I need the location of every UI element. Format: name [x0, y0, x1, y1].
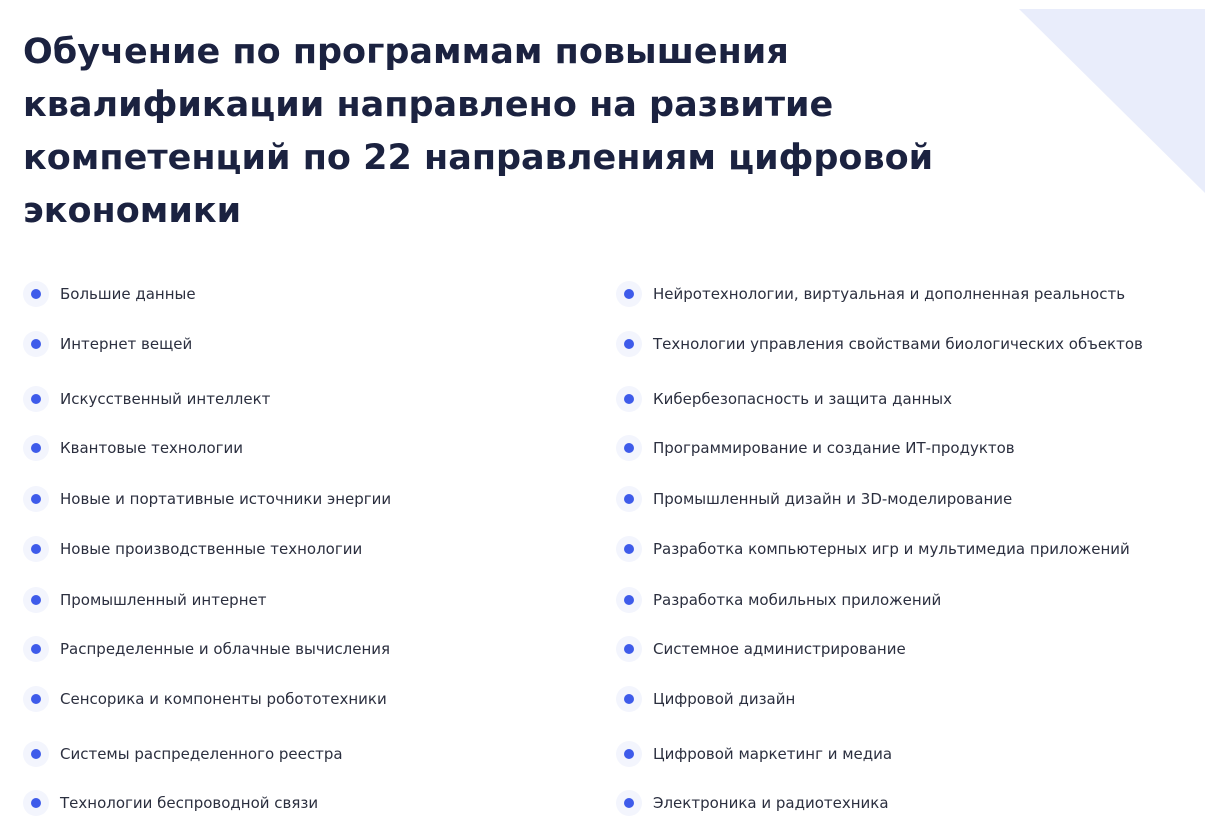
list-item-label: Разработка компьютерных игр и мультимедиа приложений [653, 540, 1130, 558]
list-item-label: Электроника и радиотехника [653, 794, 889, 812]
bullet-dot-icon [616, 587, 642, 613]
list-item-label: Искусственный интеллект [60, 390, 271, 408]
list-item-label: Кибербезопасность и защита данных [653, 390, 953, 408]
list-item-label: Разработка мобильных приложений [653, 591, 942, 609]
list-item-label: Системное администрирование [653, 640, 906, 658]
bullet-dot-icon [23, 331, 49, 357]
bullet-dot-icon [23, 486, 49, 512]
bullet-dot-icon [23, 281, 49, 307]
bullet-dot-icon [616, 486, 642, 512]
title-line-4: экономики [23, 191, 242, 231]
bullet-dot-icon [23, 386, 49, 412]
title-line-2: квалификации направлено на развитие [23, 85, 834, 125]
bullet-dot-icon [616, 386, 642, 412]
bullet-dot-icon [616, 741, 642, 767]
list-item-label: Распределенные и облачные вычисления [60, 640, 391, 658]
list-item-label: Новые и портативные источники энергии [60, 490, 392, 508]
page-title [23, 26, 983, 238]
list-item-label: Промышленный интернет [60, 591, 267, 609]
title-line-3: компетенций по 22 направлениям цифровой [23, 138, 934, 178]
bullet-dot-icon [23, 536, 49, 562]
list-item-label: Технологии управления свойствами биологических объектов [653, 335, 1143, 353]
list-item-label: Интернет вещей [60, 335, 193, 353]
list-item-label: Большие данные [60, 285, 196, 303]
bullet-dot-icon [23, 636, 49, 662]
bullet-dot-icon [616, 536, 642, 562]
bullet-dot-icon [23, 790, 49, 816]
bullet-dot-icon [23, 435, 49, 461]
list-item-label: Сенсорика и компоненты робототехники [60, 690, 387, 708]
bullet-dot-icon [23, 587, 49, 613]
bullet-dot-icon [616, 331, 642, 357]
bullet-dot-icon [616, 435, 642, 461]
bullet-dot-icon [616, 281, 642, 307]
bullet-dot-icon [23, 686, 49, 712]
title-line-1: Обучение по программам повышения [23, 32, 789, 72]
list-item-label: Системы распределенного реестра [60, 745, 343, 763]
list-item-label: Новые производственные технологии [60, 540, 363, 558]
decorative-corner-triangle [1019, 9, 1205, 193]
list-item-label: Нейротехнологии, виртуальная и дополненная реальность [653, 285, 1126, 303]
list-item-label: Технологии беспроводной связи [60, 794, 319, 812]
bullet-dot-icon [616, 686, 642, 712]
list-item-label: Цифровой маркетинг и медиа [653, 745, 893, 763]
list-item-label: Квантовые технологии [60, 439, 244, 457]
bullet-dot-icon [23, 741, 49, 767]
list-item-label: Программирование и создание ИТ-продуктов [653, 439, 1015, 457]
bullet-dot-icon [616, 636, 642, 662]
list-item-label: Промышленный дизайн и 3D-моделирование [653, 490, 1013, 508]
bullet-dot-icon [616, 790, 642, 816]
list-item-label: Цифровой дизайн [653, 690, 796, 708]
